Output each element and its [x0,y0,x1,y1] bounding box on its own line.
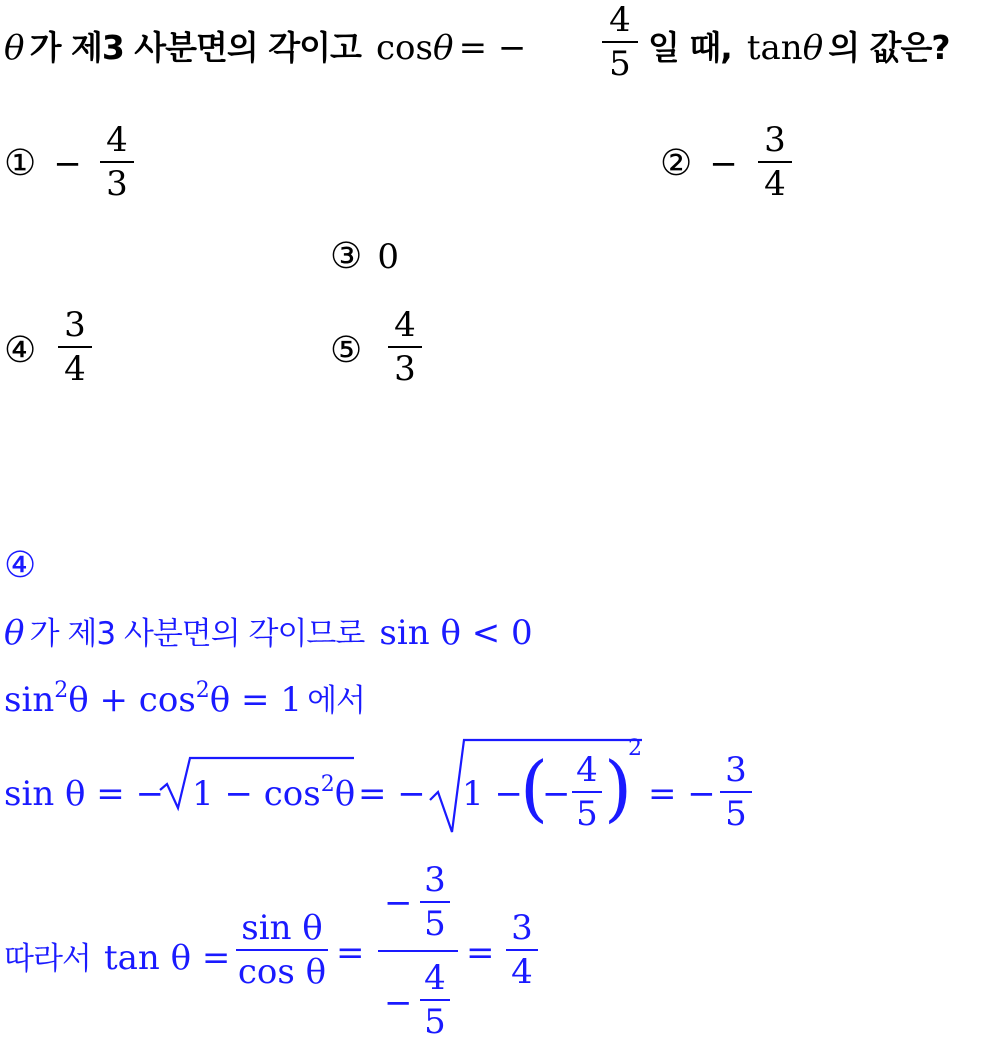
choice-2-fraction [758,120,792,204]
choice-marker: ② [660,143,693,184]
theta-symbol: θ [4,28,25,68]
question-text-3: 의 값은? [828,28,950,67]
tan-theta-equals: tan θ = [103,938,231,978]
fraction-denominator: 4 [511,952,533,992]
choice-sign: − [709,144,738,184]
fraction-denominator: 5 [424,1002,446,1042]
sin-theta-equals: sin θ = − [4,774,165,814]
inner-minus [542,774,571,814]
fraction-numerator: 4 [576,750,598,790]
equals-minus: = − [458,28,527,68]
radicand-2-start [462,774,523,814]
minus-sign: − [542,774,571,814]
complex-top-minus [384,883,413,923]
left-paren: ( [520,746,549,830]
exponent: 2 [195,678,210,703]
fraction-denominator: cos θ [237,952,327,992]
fraction-denominator: 4 [64,349,86,389]
fraction-denominator: 3 [106,164,128,204]
radicand-1 [192,774,355,814]
cos-function: cos [376,28,433,68]
fraction-bar [420,901,450,903]
complex-bottom-minus [384,983,413,1023]
equals-minus: = − [358,774,426,814]
fraction-bar [720,791,752,793]
solution-text: 따라서 [4,941,91,977]
answer-choice-marker: ④ [4,545,37,586]
fraction-denominator: 5 [609,44,631,84]
radicand-theta: θ [334,774,356,814]
choice-2[interactable] [660,143,738,184]
fraction-bar [388,346,422,348]
choice-value: 0 [377,237,400,277]
complex-main-bar [378,950,458,952]
fraction-numerator: 3 [725,750,747,790]
fraction-denominator: 5 [725,794,747,834]
result-tan-fraction [506,908,538,992]
radicand-2-fraction [572,750,602,834]
sin-function: sin [4,680,55,720]
fraction-denominator: 5 [576,794,598,834]
question-cos-fraction [602,0,638,84]
choice-marker: ③ [330,236,363,277]
question-line-tail [648,22,950,69]
fraction-numerator: 4 [394,305,416,345]
choice-4[interactable] [4,330,36,371]
fraction-bar [572,791,602,793]
solution-text: 에서 [307,683,365,719]
fraction-numerator: 3 [64,305,86,345]
choice-sign: − [53,144,82,184]
solution-text: 가 제3 사분면의 각이므로 [29,616,365,652]
choice-marker: ⑤ [330,330,363,371]
question-line [4,22,526,69]
minus-sign: − [384,983,413,1023]
equals: = [466,933,495,973]
equals-minus-2 [358,774,426,814]
solution-line-2 [4,675,365,720]
question-text-1: 가 제3 사분면의 각이고 [29,28,361,67]
question-text-2: 일 때, [648,28,732,67]
exponent: 2 [320,772,335,797]
tan-function: tan [746,28,803,68]
fraction-bar [58,346,92,348]
fraction-numerator: 4 [609,0,631,40]
choice-marker: ④ [4,330,37,371]
solution-line-4 [4,933,230,978]
sin-over-cos-fraction [236,908,328,992]
fraction-bar [100,161,134,163]
equals-minus-3 [648,774,716,814]
choice-5[interactable] [330,330,362,371]
choice-3[interactable] [330,236,399,277]
fraction-numerator: 3 [764,120,786,160]
radicand-text: 1 − [462,774,523,814]
equals-sign [336,933,365,973]
equals: = [336,933,365,973]
equals-sign-2 [466,933,495,973]
fraction-bar [506,949,538,951]
right-paren: ) [604,746,633,830]
choice-5-fraction [388,305,422,389]
equals-minus: = − [648,774,716,814]
fraction-denominator: 3 [394,349,416,389]
complex-bottom-fraction [420,958,450,1042]
exponent: 2 [54,678,69,703]
choice-4-fraction [58,305,92,389]
choice-1-fraction [100,120,134,204]
exponent: 2 [628,736,642,761]
fraction-bar [602,41,638,43]
fraction-denominator: 5 [424,904,446,944]
fraction-numerator: 3 [511,908,533,948]
identity-middle: θ + cos [68,680,196,720]
fraction-numerator: 4 [106,120,128,160]
result-sin-fraction [720,750,752,834]
fraction-numerator: 4 [424,958,446,998]
solution-inequality: sin θ < 0 [379,613,533,653]
fraction-denominator: 4 [764,164,786,204]
minus-sign: − [384,883,413,923]
theta-symbol: θ [432,28,454,68]
theta-symbol: θ [802,28,824,68]
fraction-bar [236,949,328,951]
fraction-bar [758,161,792,163]
choice-1[interactable] [4,143,82,184]
fraction-numerator: sin θ [241,908,323,948]
solution-line-3-lhs [4,774,164,814]
paren-exponent [628,736,642,761]
fraction-numerator: 3 [424,860,446,900]
answer-marker [4,545,36,586]
fraction-bar [420,999,450,1001]
complex-top-fraction [420,860,450,944]
identity-end: θ = 1 [209,680,302,720]
solution-line-1 [4,608,533,653]
radicand-text: 1 − cos [192,774,321,814]
choice-marker: ① [4,143,37,184]
theta-symbol: θ [4,613,25,653]
